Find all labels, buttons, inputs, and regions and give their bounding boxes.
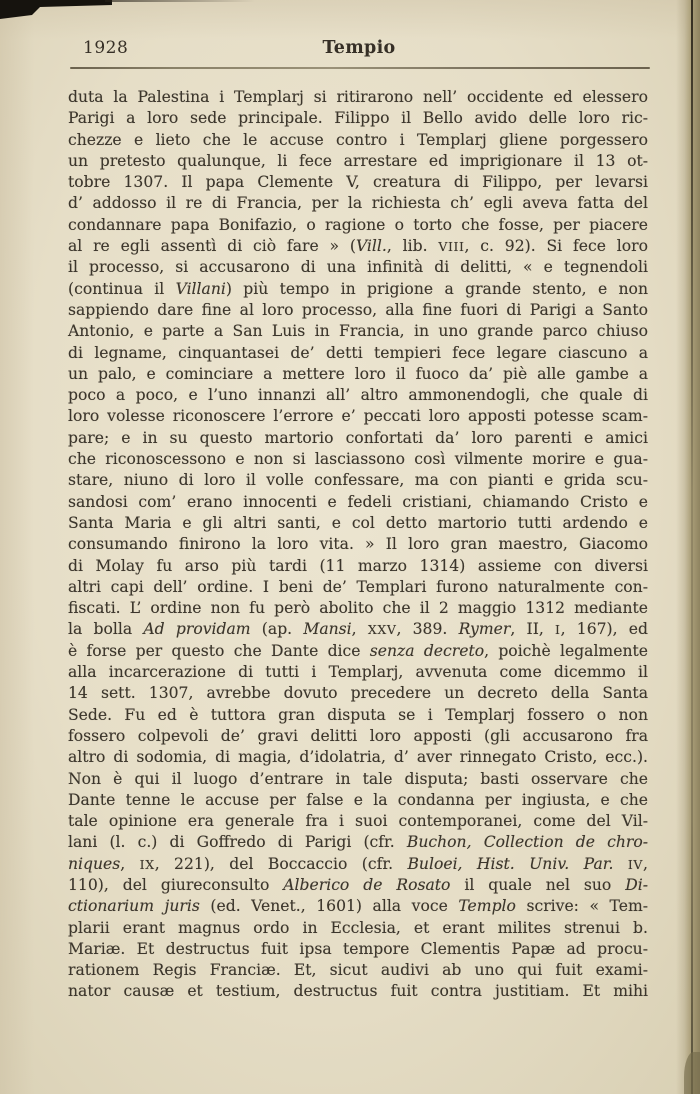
text-line: di Molay fu arso più tardi (11 marzo 1314) assieme con diversi [68, 556, 648, 575]
text-line: sappiendo dare fine al loro processo, alla fine fuori di Parigi a Santo [68, 300, 648, 319]
text-line: fossero colpevoli de’ gravi delitti loro apposti (gli accusarono fra [68, 726, 648, 745]
text-line: niques, IX, 221), del Boccaccio (cfr. Buloei, Hist. Univ. Par. IV, [68, 854, 648, 873]
text-line: loro volesse riconoscere l’errore e’ peccati loro apposti potesse scam- [68, 407, 648, 426]
running-title: Tempio [322, 38, 396, 58]
text-line: ctionarium juris (ed. Venet., 1601) alla voce Templo scrive: « Tem- [68, 897, 649, 916]
page-edge-line [691, 0, 693, 1094]
text-line: Parigi a loro sede principale. Filippo il Bello avido delle loro ric- [68, 109, 648, 128]
page-edge-shadow [676, 0, 700, 1094]
scan-artifact-top-left [0, 0, 112, 20]
text-line: altri capi dell’ ordine. I beni de’ Templari furono naturalmente con- [68, 577, 648, 596]
text-line: poco a poco, e l’uno innanzi all’ altro ammonendogli, che quale di [68, 386, 648, 405]
text-line: rationem Regis Franciæ. Et, sicut audivi ab uno qui fuit exami- [68, 961, 648, 980]
text-line: Antonio, e parte a San Luis in Francia, in uno grande parco chiuso [68, 322, 648, 341]
text-line: Mariæ. Et destructus fuit ipsa tempore Clementis Papæ ad procu- [68, 939, 648, 958]
text-line: alla incarcerazione di tutti i Templarj, avvenuta come dicemmo il [68, 663, 648, 682]
text-line: che riconoscessono e non si lasciassono così vilmente morire e gua- [68, 450, 648, 469]
text-line: chezze e lieto che le accuse contro i Templarj gliene porgessero [68, 130, 648, 149]
text-line: nator causæ et testium, destructus fuit contra justitiam. Et mihi [68, 982, 648, 1001]
text-line: (continua il Villani) più tempo in prigione a grande stento, e non [68, 279, 648, 298]
text-line: un palo, e cominciare a mettere loro il fuoco da’ piè alle gambe a [68, 364, 648, 383]
text-line: il processo, si accusarono di una infinità di delitti, « e tegnendoli [68, 258, 648, 277]
body-text [68, 87, 648, 1003]
text-line: sandosi com’ erano innocenti e fedeli cristiani, chiamando Cristo e [68, 492, 648, 511]
text-line: tale opinione era generale fra i suoi contemporanei, come del Vil- [68, 812, 648, 831]
text-line: Dante tenne le accuse per false e la condanna per ingiusta, e che [68, 790, 648, 809]
page-number: 1928 [83, 38, 129, 58]
text-line: tobre 1307. Il papa Clemente V, creatura di Filippo, per levarsi [68, 173, 648, 192]
text-line: plarii erant magnus ordo in Ecclesia, et erant milites strenui b. [68, 918, 648, 937]
text-line: pare; e in su questo martorio confortati da’ loro parenti e amici [68, 428, 648, 447]
text-line: la bolla Ad providam (ap. Mansi, XXV, 389. Rymer, II, I, 167), ed [68, 620, 649, 639]
text-line: altro di sodomia, di magia, d’idolatria, d’ aver rinnegato Cristo, ecc.). [68, 748, 648, 767]
text-line: Non è qui il luogo d’entrare in tale disputa; basti osservare che [68, 769, 648, 788]
text-line: d’ addosso il re di Francia, per la richiesta ch’ egli aveva fatta del [68, 194, 648, 213]
text-line: condannare papa Bonifazio, o ragione o torto che fosse, per piacere [68, 215, 648, 234]
scan-artifact-top-hairline [105, 0, 255, 2]
text-line: al re egli assentì di ciò fare » (Vill., lib. VIII, c. 92). Si fece loro [68, 237, 648, 256]
text-line: lani (l. c.) di Goffredo di Parigi (cfr. Buchon, Collection de chro- [68, 833, 648, 852]
text-line: un pretesto qualunque, li fece arrestare ed imprigionare il 13 ot- [68, 151, 648, 170]
text-line: Santa Maria e gli altri santi, e col detto martorio tutti ardendo e [68, 513, 648, 532]
header-rule [70, 67, 650, 69]
page-edge-bottom-corner [684, 1052, 700, 1094]
text-line: Sede. Fu ed è tuttora gran disputa se i Templarj fossero o non [68, 705, 648, 724]
text-line: 14 sett. 1307, avrebbe dovuto precedere un decreto della Santa [68, 684, 648, 703]
text-line: duta la Palestina i Templarj si ritirarono nell’ occidente ed elessero [68, 88, 648, 106]
page-header [70, 38, 648, 62]
text-line: è forse per questo che Dante dice senza decreto, poichè legalmente [68, 641, 648, 660]
text-line: consumando finirono la loro vita. » Il loro gran maestro, Giacomo [68, 535, 648, 554]
text-line: 110), del giureconsulto Alberico de Rosato il quale nel suo Di- [68, 875, 648, 894]
text-line: stare, niuno di loro il volle confessare, ma con pianti e grida scu- [68, 471, 648, 490]
text-line: di legname, cinquantasei de’ detti tempieri fece legare ciascuno a [68, 343, 648, 362]
text-line: fiscati. L’ ordine non fu però abolito che il 2 maggio 1312 mediante [68, 599, 648, 618]
